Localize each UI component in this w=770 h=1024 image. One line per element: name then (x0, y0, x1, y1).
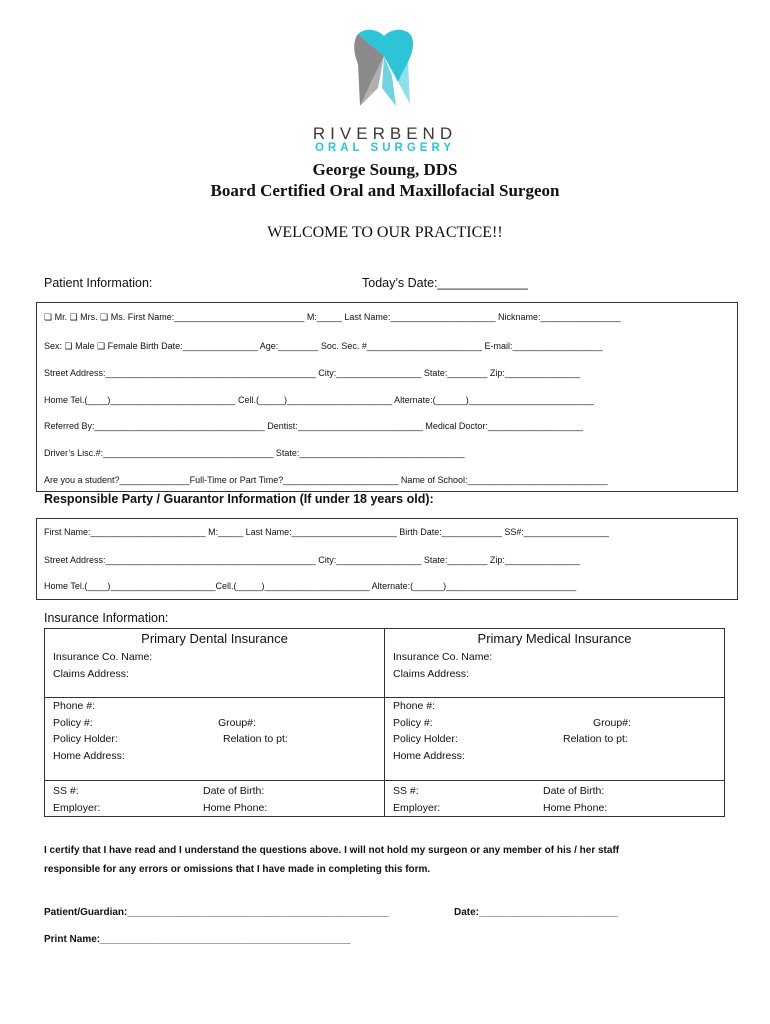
dental-group-label: Group#: (218, 716, 256, 729)
patient-line-name[interactable]: ❏ Mr. ❏ Mrs. ❏ Ms. First Name:__________________________ M:_____ Last Name:_____________________ Nickname:________________ (44, 312, 621, 322)
medical-home-address-label: Home Address: (393, 749, 465, 762)
medical-company-cell[interactable] (385, 649, 725, 698)
patient-line-license[interactable]: Driver’s Lisc.#:__________________________________ State:_________________________________ (44, 448, 465, 458)
dental-policy-row (53, 715, 376, 732)
medical-holder-label: Policy Holder: (393, 733, 458, 745)
certification-line-2: responsible for any errors or omissions that I have made in completing this form. (44, 864, 431, 875)
dental-home-address-label: Home Address: (53, 749, 125, 762)
patient-line-referral[interactable]: Referred By:__________________________________ Dentist:_________________________ Medical Doctor:___________________ (44, 421, 583, 431)
medical-claims-label: Claims Address: (393, 667, 469, 680)
patient-line-sex[interactable]: Sex: ❏ Male ❏ Female Birth Date:_______________ Age:________ Soc. Sec. #_______________________ E-mail:__________________ (44, 341, 603, 351)
dental-insurance-title: Primary Dental Insurance (45, 629, 385, 650)
medical-holder-row (393, 731, 716, 748)
signature-field[interactable]: Patient/Guardian:_______________________________________________ (44, 907, 389, 918)
dental-holder-label: Policy Holder: (53, 733, 118, 745)
logo-name: RIVERBEND (312, 124, 458, 143)
dental-ss-row (53, 783, 376, 800)
dental-holder-row (53, 731, 376, 748)
doctor-name: George Soung, DDS (312, 160, 458, 179)
dental-employer-row (53, 800, 376, 817)
patient-line-address[interactable]: Street Address:__________________________________________ City:_________________ State:________ Zip:_______________ (44, 368, 580, 378)
patient-info-heading: Patient Information: (44, 276, 153, 290)
dental-relation-label: Relation to pt: (223, 733, 288, 745)
medical-ss-cell[interactable] (385, 781, 725, 817)
doctor-credential: Board Certified Oral and Maxillofacial Surgeon (210, 181, 560, 200)
dental-dob-label: Date of Birth: (203, 785, 265, 797)
dental-claims-label: Claims Address: (53, 667, 129, 680)
medical-ss-row (393, 783, 716, 800)
medical-home-phone-label: Home Phone: (543, 801, 608, 814)
medical-policy-row (393, 715, 716, 732)
dental-ss-cell[interactable] (45, 781, 385, 817)
medical-dob-label: Date of Birth: (543, 785, 605, 797)
medical-employer-label: Employer: (393, 801, 441, 814)
medical-insurance-title: Primary Medical Insurance (385, 629, 725, 650)
medical-policy-cell[interactable] (385, 698, 725, 781)
dental-phone-label: Phone #: (53, 700, 96, 712)
logo (352, 28, 416, 108)
dental-company-cell[interactable] (45, 649, 385, 698)
medical-policy-label: Policy #: (393, 716, 433, 729)
dental-policy-label: Policy #: (53, 716, 93, 729)
logo-subtitle: ORAL SURGERY (314, 142, 455, 154)
responsible-line-name[interactable]: First Name:_______________________ M:_____ Last Name:_____________________ Birth Date:____________ SS#:_________________ (44, 527, 609, 537)
patient-line-student[interactable]: Are you a student?______________Full-Time or Part Time?_______________________ Name of School:____________________________ (44, 475, 608, 485)
responsible-party-heading: Responsible Party / Guarantor Information (If under 18 years old): (44, 492, 434, 506)
dental-home-phone-label: Home Phone: (203, 801, 268, 814)
welcome-heading: WELCOME TO OUR PRACTICE!! (267, 224, 503, 241)
medical-company-label: Insurance Co. Name: (393, 651, 493, 663)
dental-ss-label: SS #: (53, 785, 79, 797)
medical-group-label: Group#: (593, 716, 631, 729)
print-name-field[interactable]: Print Name:_____________________________________________ (44, 934, 351, 945)
patient-line-phone[interactable]: Home Tel.(____)_________________________ Cell.(_____)_____________________ Alternate:(______)_________________________ (44, 395, 594, 405)
responsible-line-address[interactable]: Street Address:__________________________________________ City:_________________ State:________ Zip:_______________ (44, 555, 580, 565)
insurance-heading: Insurance Information: (44, 611, 169, 625)
responsible-line-phone[interactable]: Home Tel.(____)_____________________Cell.(_____)_____________________ Alternate:(______)__________________________ (44, 581, 577, 591)
medical-phone-label: Phone #: (393, 700, 436, 712)
certification-line-1: I certify that I have read and I understand the questions above. I will not hold my surgeon or any member of his / her staff (44, 845, 620, 856)
insurance-table (44, 628, 725, 817)
tooth-logo-icon (352, 28, 416, 108)
signature-date-field[interactable]: Date:_________________________ (454, 907, 619, 918)
dental-company-label: Insurance Co. Name: (53, 651, 153, 663)
medical-ss-label: SS #: (393, 785, 419, 797)
medical-relation-label: Relation to pt: (563, 733, 628, 745)
dental-employer-label: Employer: (53, 801, 101, 814)
medical-employer-row (393, 800, 716, 817)
dental-policy-cell[interactable] (45, 698, 385, 781)
todays-date-field[interactable]: Today’s Date:_____________ (362, 276, 528, 290)
